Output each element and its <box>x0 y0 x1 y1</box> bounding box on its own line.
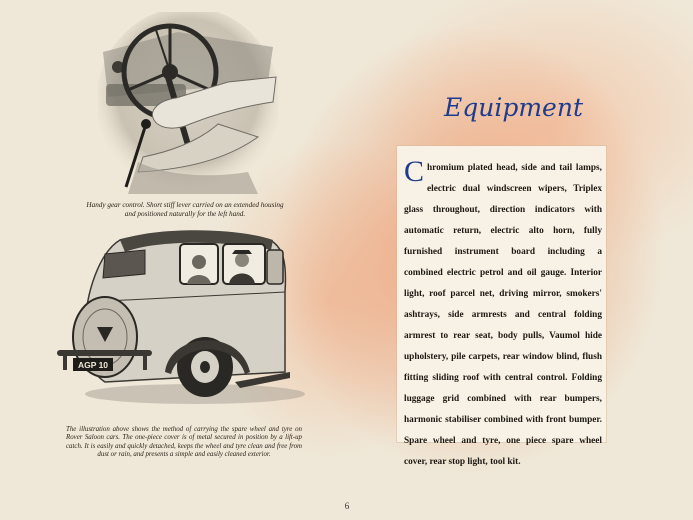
license-plate-text: AGP 10 <box>77 360 109 370</box>
equipment-body <box>404 155 602 473</box>
gear-control-illustration <box>98 12 278 197</box>
equipment-text: hromium plated head, side and tail lamps, electric dual windscreen wipers, Triplex glass throughout, direction indicators with automatic return, electric alto horn, fully furnished instrument board including a combined electric petrol and oil gauge. Interior light, roof parcel net, driving mirror, smokers' ashtrays, side armrests and central folding armrest to rear seat, body pulls, Vaumol hide upholstery, pile carpets, rear window blind, flush fitting sliding roof with central control. Folding luggage grid combined with rear bumpers, harmonic stabiliser combined with front bumper. Spare wheel and tyre, one piece spare wheel cover, rear stop light, tool kit. <box>404 163 602 467</box>
spare-wheel-caption: The illustration above shows the method of carrying the spare wheel and tyre on Rover Saloon cars. The one-piece cover is of metal secured in position by a lift-up catch. It is easily and quickly detached, keeps the wheel and tyre clean and free from dust or rain, and presents a simple and easily cleaned exterior. <box>66 426 302 459</box>
equipment-heading: Equipment <box>444 93 584 122</box>
page-number: 6 <box>344 501 350 511</box>
drop-cap: C <box>404 155 425 188</box>
saloon-car-illustration <box>45 222 305 412</box>
gear-control-caption: Handy gear control. Short stiff lever carried on an extended housing and positioned naturally for the left hand. <box>86 201 284 218</box>
